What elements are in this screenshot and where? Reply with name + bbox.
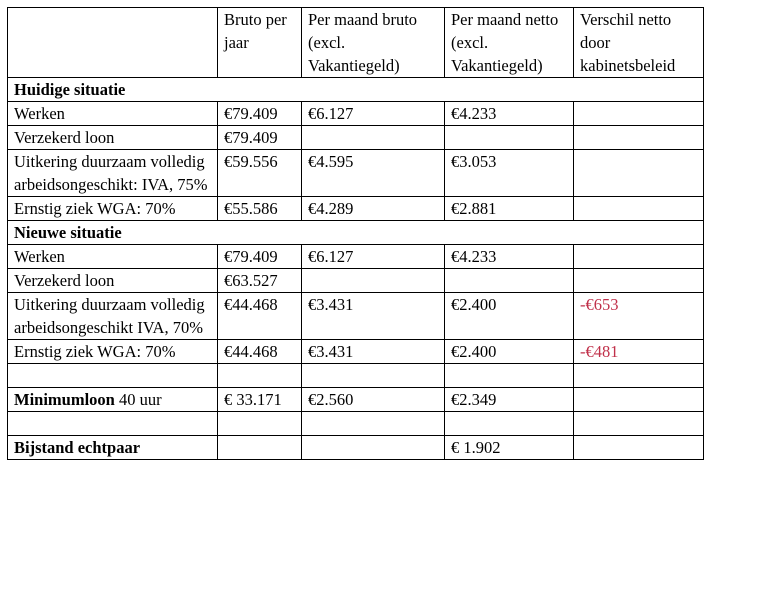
cell-maand-bruto: €3.431 (302, 340, 445, 364)
empty-cell (445, 364, 574, 388)
empty-cell (302, 364, 445, 388)
empty-cell (218, 364, 302, 388)
cell-maand-bruto: €6.127 (302, 245, 445, 269)
header-empty-cell (8, 8, 218, 78)
header-verschil: Verschil netto door kabinetsbeleid (574, 8, 704, 78)
cell-bruto-jaar: €44.468 (218, 293, 302, 340)
cell-maand-bruto (302, 126, 445, 150)
minimumloon-label-rest: 40 uur (114, 390, 162, 409)
cell-maand-netto: €2.881 (445, 197, 574, 221)
cell-bruto-jaar (218, 436, 302, 460)
empty-cell (574, 364, 704, 388)
table-row (8, 102, 704, 126)
cell-maand-netto: €2.349 (445, 388, 574, 412)
spacer-row (8, 364, 704, 388)
cell-verschil (574, 245, 704, 269)
row-label: Werken (8, 245, 218, 269)
table-row-minimumloon (8, 388, 704, 412)
spacer-row (8, 412, 704, 436)
cell-maand-netto: €2.400 (445, 340, 574, 364)
header-row (8, 8, 704, 78)
table-row (8, 126, 704, 150)
cell-bruto-jaar: € 33.171 (218, 388, 302, 412)
cell-verschil-negative: -€653 (574, 293, 704, 340)
cell-verschil (574, 388, 704, 412)
cell-maand-bruto (302, 269, 445, 293)
empty-cell (574, 412, 704, 436)
cell-maand-netto: €2.400 (445, 293, 574, 340)
row-label: Ernstig ziek WGA: 70% (8, 197, 218, 221)
cell-maand-bruto: €6.127 (302, 102, 445, 126)
cell-maand-netto (445, 269, 574, 293)
row-label (8, 388, 218, 412)
table-row (8, 150, 704, 197)
cell-verschil (574, 126, 704, 150)
cell-bruto-jaar: €63.527 (218, 269, 302, 293)
cell-maand-bruto: €4.595 (302, 150, 445, 197)
table-row (8, 197, 704, 221)
row-label: Uitkering duurzaam volledig arbeidsongeschikt IVA, 70% (8, 293, 218, 340)
row-label: Uitkering duurzaam volledig arbeidsongeschikt: IVA, 75% (8, 150, 218, 197)
header-maand-netto: Per maand netto (excl. Vakantiegeld) (445, 8, 574, 78)
section-row-new (8, 221, 704, 245)
minimumloon-label-bold: Minimumloon (14, 390, 115, 409)
cell-verschil (574, 102, 704, 126)
cell-maand-netto (445, 126, 574, 150)
cell-maand-bruto: €2.560 (302, 388, 445, 412)
row-label: Verzekerd loon (8, 269, 218, 293)
cell-verschil (574, 269, 704, 293)
row-label: Verzekerd loon (8, 126, 218, 150)
cell-bruto-jaar: €79.409 (218, 102, 302, 126)
cell-maand-netto: €4.233 (445, 245, 574, 269)
empty-cell (445, 412, 574, 436)
table-row (8, 340, 704, 364)
cell-verschil (574, 436, 704, 460)
table-row (8, 245, 704, 269)
section-row-current (8, 78, 704, 102)
cell-maand-netto: € 1.902 (445, 436, 574, 460)
cell-maand-netto: €3.053 (445, 150, 574, 197)
empty-cell (8, 364, 218, 388)
cell-maand-bruto: €4.289 (302, 197, 445, 221)
cell-bruto-jaar: €55.586 (218, 197, 302, 221)
cell-maand-netto: €4.233 (445, 102, 574, 126)
empty-cell (8, 412, 218, 436)
bijstand-label: Bijstand echtpaar (14, 438, 141, 457)
cell-bruto-jaar: €59.556 (218, 150, 302, 197)
section-title-current: Huidige situatie (8, 78, 704, 102)
table-row-bijstand (8, 436, 704, 460)
cell-maand-bruto: €3.431 (302, 293, 445, 340)
cell-bruto-jaar: €44.468 (218, 340, 302, 364)
section-title-new: Nieuwe situatie (8, 221, 704, 245)
row-label: Ernstig ziek WGA: 70% (8, 340, 218, 364)
table-row (8, 269, 704, 293)
cell-bruto-jaar: €79.409 (218, 245, 302, 269)
table-row (8, 293, 704, 340)
income-comparison-table (7, 7, 704, 460)
empty-cell (218, 412, 302, 436)
cell-verschil (574, 150, 704, 197)
cell-maand-bruto (302, 436, 445, 460)
cell-bruto-jaar: €79.409 (218, 126, 302, 150)
cell-verschil-negative: -€481 (574, 340, 704, 364)
row-label: Werken (8, 102, 218, 126)
header-maand-bruto: Per maand bruto (excl. Vakantiegeld) (302, 8, 445, 78)
cell-verschil (574, 197, 704, 221)
row-label (8, 436, 218, 460)
income-table-wrapper (7, 7, 704, 460)
header-bruto-jaar: Bruto per jaar (218, 8, 302, 78)
empty-cell (302, 412, 445, 436)
